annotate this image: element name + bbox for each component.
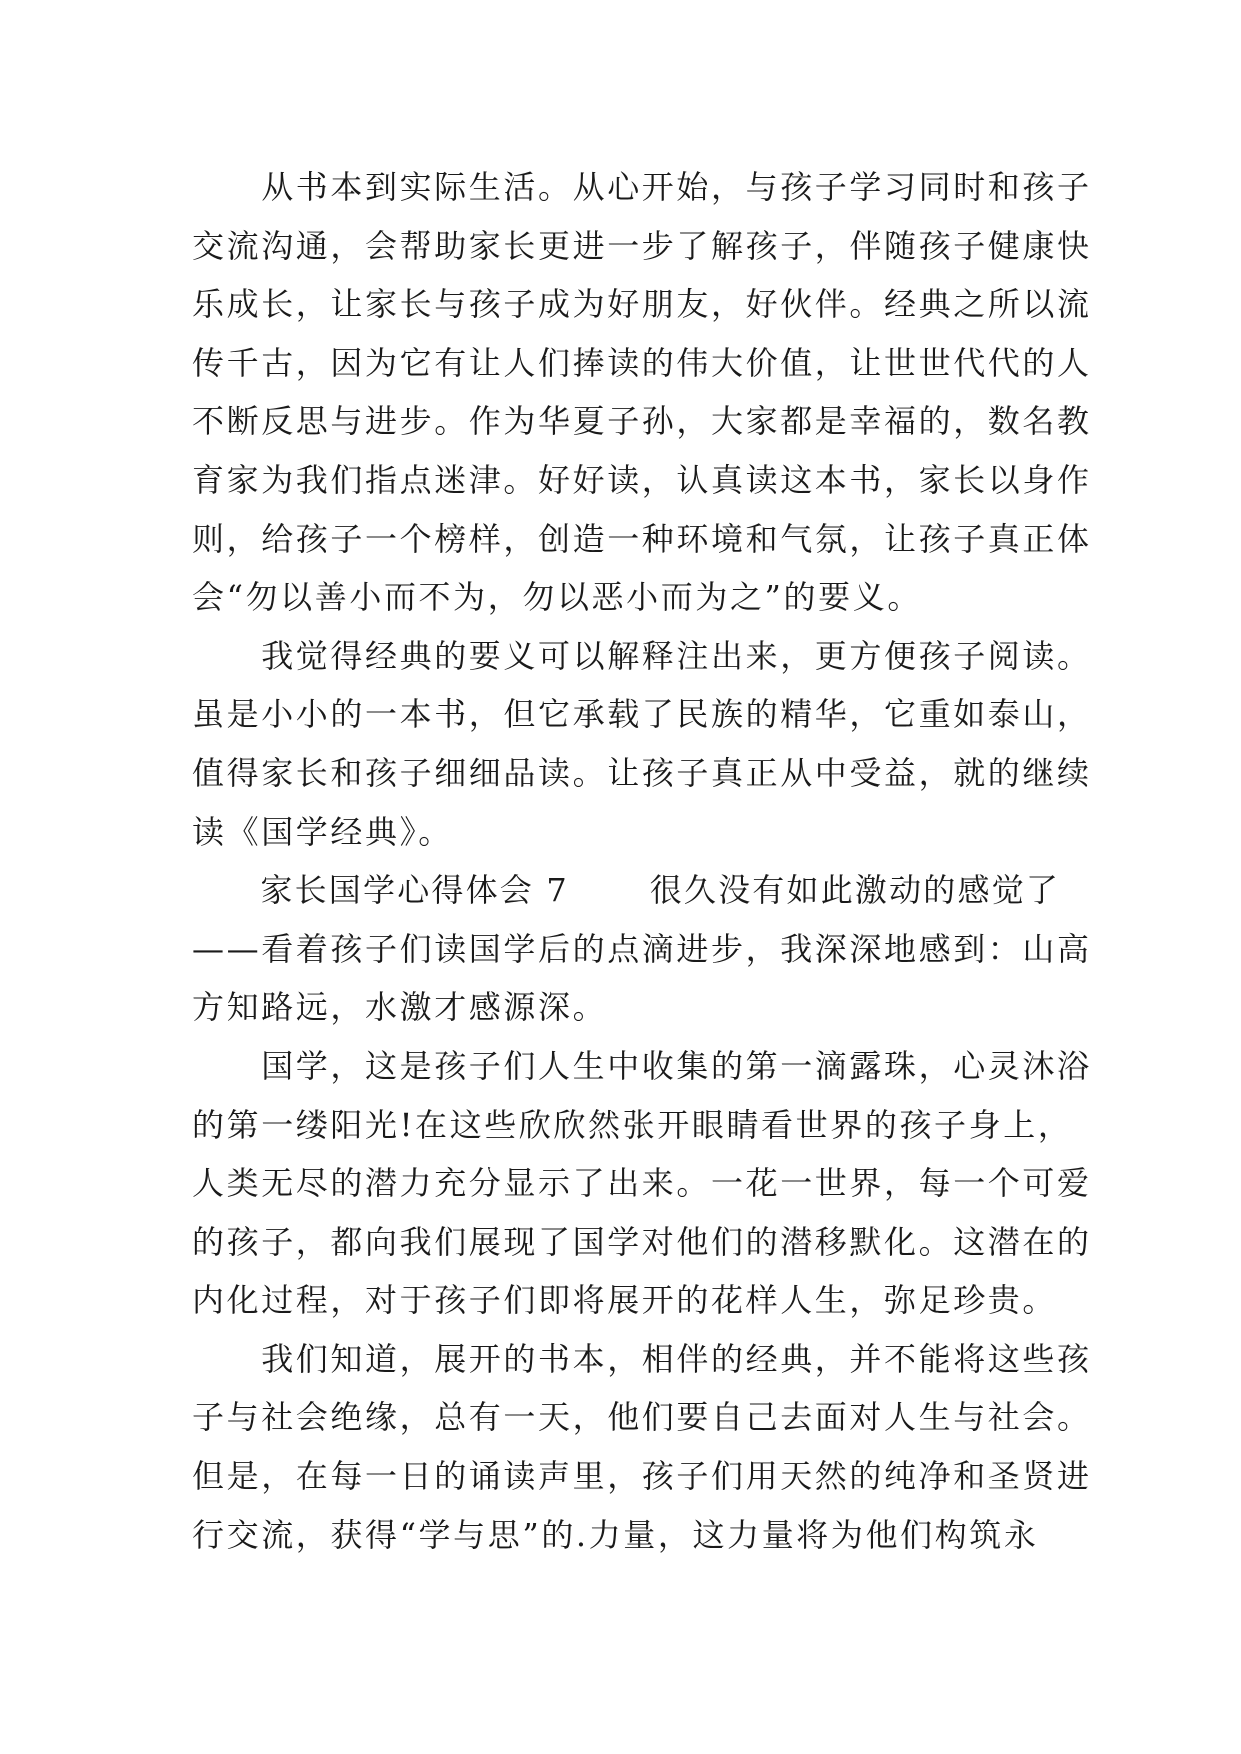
text-line: 会“勿以善小而不为，勿以恶小而为之”的要义。 — [192, 578, 922, 617]
text-line: 不断反思与进步。作为华夏子孙，大家都是幸福的，数名教 — [192, 402, 1092, 441]
text-line: 虽是小小的一本书，但它承载了民族的精华，它重如泰山， — [192, 695, 1092, 734]
text-line: 传千古，因为它有让人们捧读的伟大价值，让世世代代的人 — [192, 343, 1092, 382]
text-line: 子与社会绝缘，总有一天，他们要自己去面对人生与社会。 — [192, 1398, 1092, 1437]
text-line: ——看着孩子们读国学后的点滴进步，我深深地感到：山高 — [192, 929, 1092, 968]
text-line: 值得家长和孩子细细品读。让孩子真正从中受益，就的继续 — [192, 753, 1092, 792]
text-line: 国学，这是孩子们人生中收集的第一滴露珠，心灵沐浴 — [192, 1046, 1092, 1085]
text-line: 方知路远，水激才感源深。 — [192, 988, 608, 1027]
text-line: 我们知道，展开的书本，相伴的经典，并不能将这些孩 — [192, 1339, 1092, 1378]
text-line: 内化过程，对于孩子们即将展开的花样人生，弥足珍贵。 — [192, 1281, 1058, 1320]
body-text — [192, 158, 1092, 1564]
text-line: 的第一缕阳光!在这些欣欣然张开眼睛看世界的孩子身上， — [192, 1105, 1073, 1144]
section-heading-line: 家长国学心得体会 7 很久没有如此激动的感觉了 — [192, 871, 1061, 910]
text-line: 从书本到实际生活。从心开始，与孩子学习同时和孩子 — [192, 168, 1092, 206]
text-line: 则，给孩子一个榜样，创造一种环境和气氛，让孩子真正体 — [192, 519, 1092, 558]
text-line: 育家为我们指点迷津。好好读，认真读这本书，家长以身作 — [192, 460, 1092, 499]
text-line: 我觉得经典的要义可以解释注出来，更方便孩子阅读。 — [192, 636, 1092, 675]
text-line: 行交流，获得“学与思”的.力量，这力量将为他们构筑永 — [192, 1515, 1039, 1554]
text-line: 的孩子，都向我们展现了国学对他们的潜移默化。这潜在的 — [192, 1222, 1092, 1261]
text-line: 交流沟通，会帮助家长更进一步了解孩子，伴随孩子健康快 — [192, 226, 1092, 265]
text-line: 但是，在每一日的诵读声里，孩子们用天然的纯净和圣贤进 — [192, 1457, 1092, 1496]
text-line: 人类无尽的潜力充分显示了出来。一花一世界，每一个可爱 — [192, 1164, 1092, 1203]
text-line: 乐成长，让家长与孩子成为好朋友，好伙伴。经典之所以流 — [192, 285, 1092, 324]
text-line: 读《国学经典》。 — [192, 812, 453, 851]
